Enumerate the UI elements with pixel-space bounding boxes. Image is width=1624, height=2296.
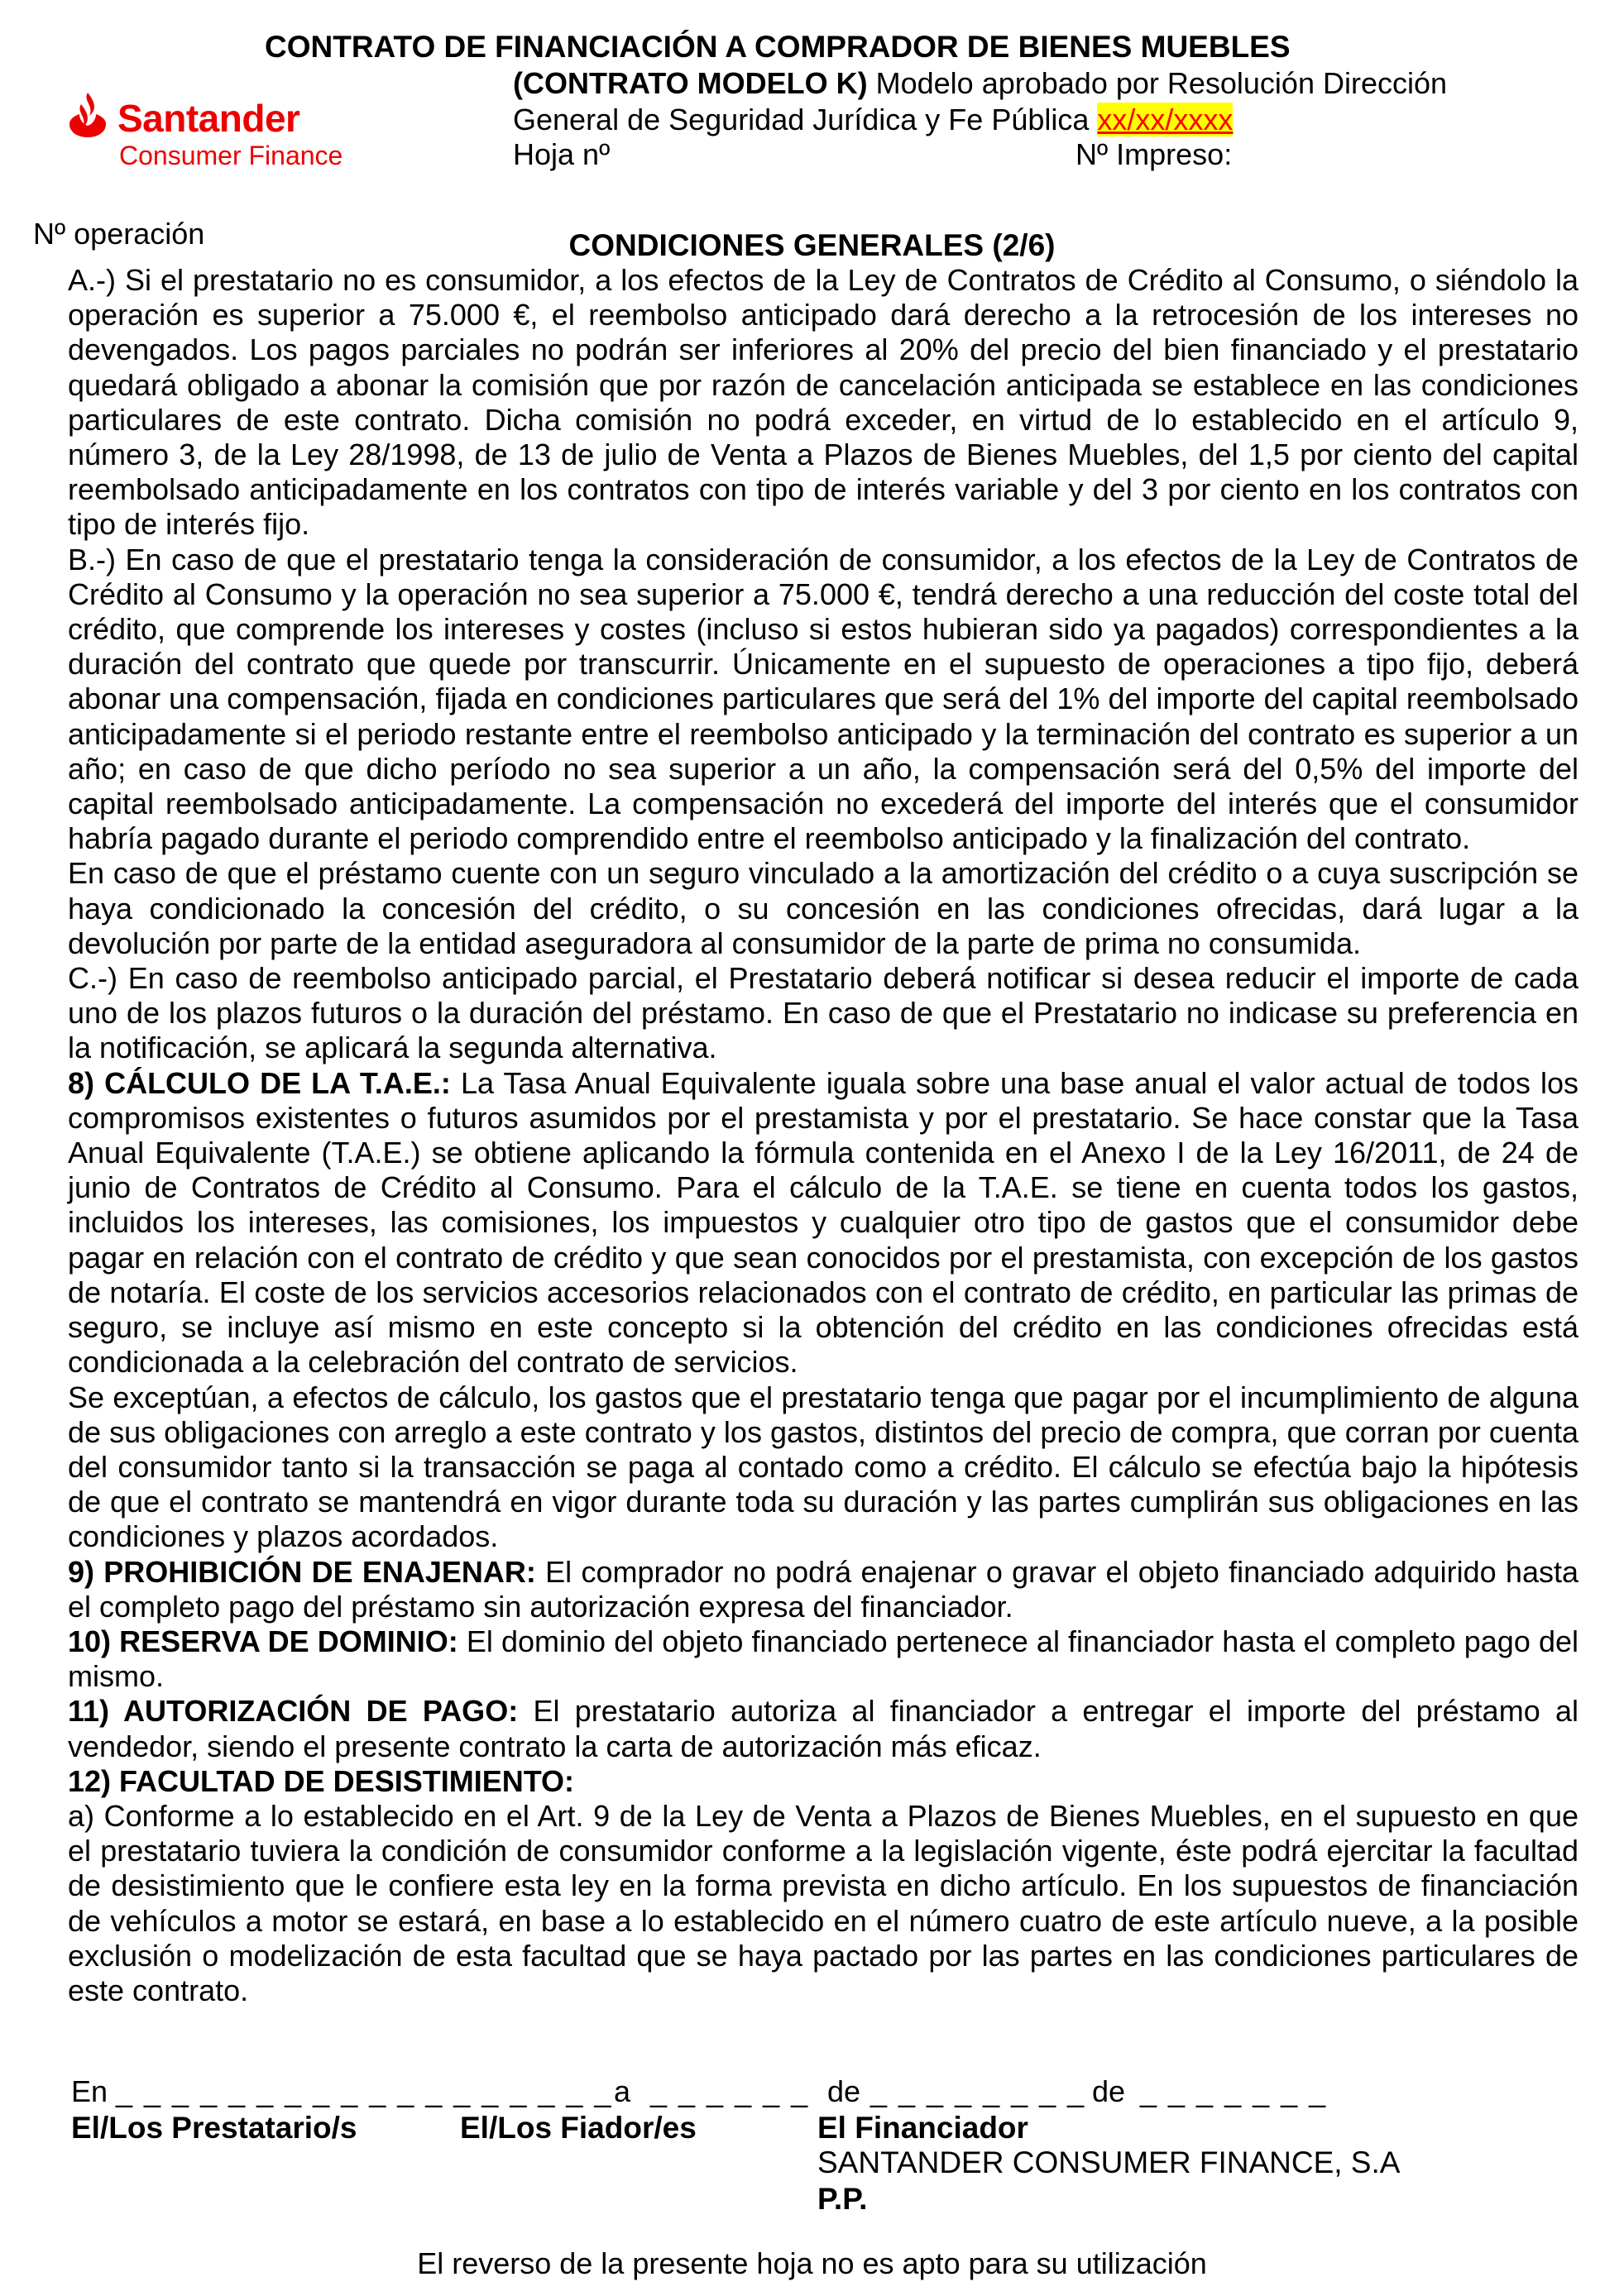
clause-12-a: a) Conforme a lo establecido en el Art. 9 de la Ley de Venta a Plazos de Bienes Muebles, en el supuesto en que el prestatario tuviera la condición de consumidor conforme a la legislación vigente, éste podrá ejercitar la facultad de desistimiento que le confiere esta ley en la forma prevista en dicho artículo. En los supuestos de financiación de vehículos a motor se estará, en base a lo establecido en el número cuatro de este artículo nueve, a la posible exclusión o modelización de esta facultad que se haya pactado por las partes en las condiciones particulares de este contrato.: [68, 1798, 1578, 2007]
clause-8-exceptions: Se exceptúan, a efectos de cálculo, los gastos que el prestatario tenga que pagar por el incumplimiento de alguna de sus obligaciones con arreglo a este contrato y los gastos, distintos del precio de compra, que corran por cuenta del consumidor tanto si la transacción se paga al contado como a crédito. El cálculo se efectúa bajo la hipótesis de que el contrato se mantendrá en vigor durante toda su duración y las partes cumplirán sus obligaciones en las condiciones y plazos acordados.: [68, 1380, 1578, 1554]
month-blank: _ _ _ _ _ _ _ _: [870, 2074, 1086, 2108]
conditions-body: [68, 263, 1578, 2008]
clause-11-heading: 11) AUTORIZACIÓN DE PAGO:: [68, 1694, 519, 1729]
santander-flame-icon: [66, 91, 109, 141]
operation-number-label: Nº operación: [33, 217, 205, 251]
logo-wordmark: Santander: [117, 97, 300, 140]
day-connector: a: [614, 2074, 631, 2108]
clause-11-text: El prestatario autoriza al financiador a entregar el importe del préstamo al vendedor, siendo el presente contrato la carta de autorización más eficaz.: [68, 1694, 1578, 1763]
clause-9-heading: 9) PROHIBICIÓN DE ENAJENAR:: [68, 1554, 536, 1589]
clause-12-heading: 12) FACULTAD DE DESISTIMIENTO:: [68, 1763, 575, 1798]
model-line: [513, 66, 1447, 101]
place-blank: _ _ _ _ _ _ _ _ _ _ _ _ _ _ _ _ _ _: [116, 2074, 613, 2108]
paragraph-c: C.-) En caso de reembolso anticipado parcial, el Prestatario deberá notificar si desea reducir el importe de cada uno de los plazos futuros o la duración del préstamo. En caso de que el Prestatario no indicase su preferencia en la notificación, se aplicará la segunda alternativa.: [68, 961, 1578, 1065]
clause-8-text: La Tasa Anual Equivalente iguala sobre una base anual el valor actual de todos los compromisos existentes o futuros asumidos por el prestamista y por el prestatario. Se hace constar que la Tasa Anual Equivalente (T.A.E.) se obtiene aplicando la fórmula contenida en el Anexo I de la Ley 16/2011, de 24 de junio de Contratos de Crédito al Consumo. Para el cálculo de la T.A.E. se tiene en cuenta todos los gastos, incluidos los intereses, las comisiones, los impuestos y cualquier otro tipo de gastos que el consumidor debe pagar en relación con el contrato de crédito y que sean conocidos por el prestamista, con excepción de los gastos de notaría. El coste de los servicios accesorios relacionados con el contrato de crédito, en particular las primas de seguro, se incluye así mismo en este concepto si la obtención del crédito en las condiciones ofrecidas está condicionada a la celebración del contrato de servicios.: [68, 1065, 1578, 1380]
paragraph-a: A.-) Si el prestatario no es consumidor, a los efectos de la Ley de Contratos de Crédito al Consumo, o siéndolo la operación es superior a 75.000 €, el reembolso anticipado dará derecho a la retrocesión de los intereses no devengados. Los pagos parciales no podrán ser inferiores al 20% del precio del bien financiado y el prestatario quedará obligado a abonar la comisión que por razón de cancelación anticipada se establece en las condiciones particulares de este contrato. Dicha comisión no podrá exceder, en virtud de lo establecido en el artículo 9, número 3, de la Ley 28/1998, de 13 de julio de Venta a Plazos de Bienes Muebles, del 1,5 por ciento del capital reembolsado anticipadamente en los contratos con tipo de interés variable y del 3 por ciento en los contratos con tipo de interés fijo.: [68, 263, 1578, 542]
resolution-date-placeholder: xx/xx/xxxx: [1097, 103, 1234, 136]
year-connector: de: [1092, 2074, 1126, 2108]
clause-10-heading: 10) RESERVA DE DOMINIO:: [68, 1624, 458, 1658]
logo-subtitle: Consumer Finance: [119, 141, 343, 170]
model-resolution-text: Modelo aprobado por Resolución Dirección: [867, 66, 1448, 100]
financier-company-name: SANTANDER CONSUMER FINANCE, S.A: [817, 2145, 1401, 2179]
paragraph-b: B.-) En caso de que el prestatario tenga la consideración de consumidor, a los efectos de la Ley de Contratos de Crédito al Consumo y la operación no sea superior a 75.000 €, tendrá derecho a una reducción del coste total del crédito, que comprende los intereses y costes (incluso si estos hubieran sido ya pagados) correspondientes a la duración del contrato que quede por transcurrir. Únicamente en el supuesto de operaciones a tipo fijo, deberá abonar una compensación, fijada en condiciones particulares que será del 1% del importe del capital reembolsado anticipadamente si el periodo restante entre el reembolso anticipado y la terminación del contrato es superior a un año; en caso de que dicho período no sea superior a un año, la compensación será del 0,5% del importe del capital reembolsado anticipadamente. La compensación no excederá del importe del interés que el consumidor habría pagado durante el periodo comprendido entre el reembolso anticipado y la finalización del contrato.: [68, 542, 1578, 856]
paragraph-insurance: En caso de que el préstamo cuente con un seguro vinculado a la amortización del crédito o a cuya suscripción se haya condicionado la concesión del crédito, o su concesión en las condiciones ofrecidas, dará lugar a la devolución por parte de la entidad aseguradora al consumidor de la parte de prima no consumida.: [68, 856, 1578, 960]
clause-8: [68, 1066, 1578, 1380]
per-procuration-label: P.P.: [817, 2182, 868, 2216]
santander-logo: [66, 91, 347, 174]
sheet-label: Hoja nº: [513, 137, 611, 171]
borrower-signature-label: El/Los Prestatario/s: [71, 2111, 357, 2145]
financier-signature-label: El Financiador: [817, 2111, 1028, 2145]
resolution-text: General de Seguridad Jurídica y Fe Pública: [513, 103, 1098, 136]
clause-8-heading: 8) CÁLCULO DE LA T.A.E.:: [68, 1065, 451, 1100]
clause-9: [68, 1555, 1578, 1624]
clause-10-text: El dominio del objeto financiado pertenece al financiador hasta el completo pago del mismo.: [68, 1624, 1578, 1694]
model-label: (CONTRATO MODELO K): [513, 66, 868, 100]
contract-title: CONTRATO DE FINANCIACIÓN A COMPRADOR DE BIENES MUEBLES: [265, 30, 1291, 64]
resolution-line: [513, 103, 1233, 137]
day-blank: _ _ _ _ _ _: [650, 2074, 810, 2108]
place-label: En: [71, 2074, 108, 2108]
guarantor-signature-label: El/Los Fiador/es: [460, 2111, 697, 2145]
print-number-label: Nº Impreso:: [1075, 137, 1233, 171]
month-connector: de: [827, 2074, 861, 2108]
clause-11: [68, 1694, 1578, 1763]
clause-12: [68, 1764, 1578, 1799]
year-blank: _ _ _ _ _ _ _: [1140, 2074, 1328, 2108]
clause-9-text: El comprador no podrá enajenar o gravar el objeto financiado adquirido hasta el completo pago del préstamo sin autorización expresa del financiador.: [68, 1554, 1579, 1624]
clause-10: [68, 1624, 1578, 1694]
reverse-side-notice: El reverso de la presente hoja no es apto para su utilización: [417, 2246, 1207, 2280]
section-title: CONDICIONES GENERALES (2/6): [568, 228, 1056, 262]
